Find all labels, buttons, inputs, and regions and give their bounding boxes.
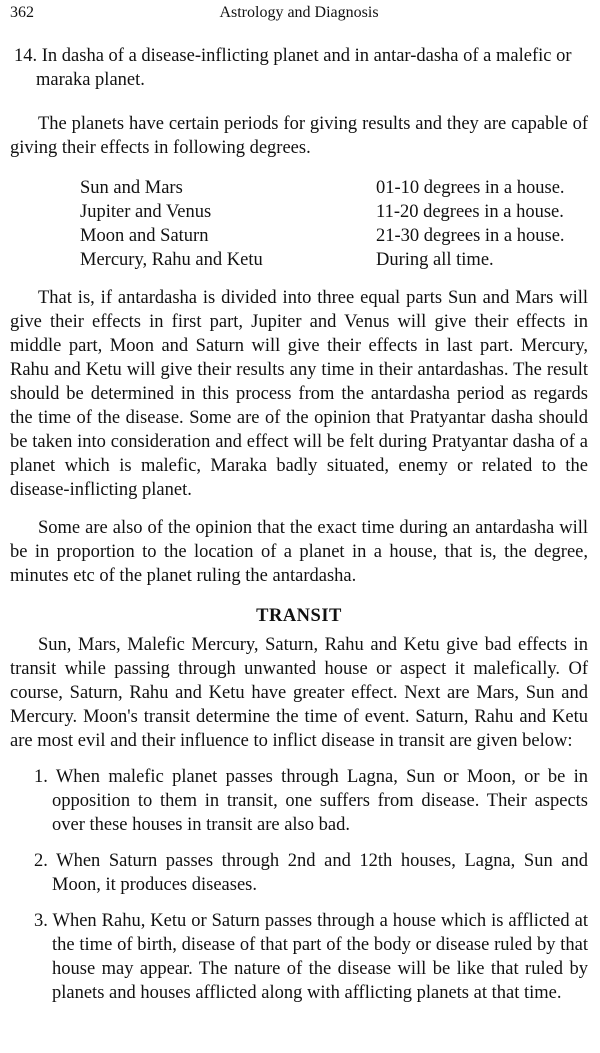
section-heading: TRANSIT: [256, 606, 342, 626]
planets-cell: Moon and Saturn: [80, 226, 209, 246]
planets-cell: Mercury, Rahu and Ketu: [80, 250, 263, 270]
list-item: 2. When Saturn passes through 2nd and 12th houses, Lagna, Sun and Moon, it produces diseases.: [34, 851, 588, 895]
running-title: Astrology and Diagnosis: [219, 4, 379, 21]
period-cell: 11-20 degrees in a house.: [376, 202, 564, 222]
period-cell: 21-30 degrees in a house.: [376, 226, 565, 246]
antardasha-paragraph: That is, if antardasha is divided into three equal parts Sun and Mars will give their effects in first part, Jupiter and Venus will give their effects in middle part, Moon and Saturn will give their effects in last part. Mercury, Rahu and Ketu will give their results any time in their antardashas. The result should be determined in this process from the antardasha period as regards the time of the disease. Some are of the opinion that Pratyantar dasha should be taken into consideration and effect will be felt during Pratyantar dasha of a planet which is malefic, Maraka badly situated, enemy or related to the disease-inflicting planet.: [10, 288, 588, 500]
book-page: [10, 0, 588, 1005]
table-row: [80, 248, 565, 272]
page-number: 362: [10, 4, 34, 21]
transit-list: [10, 765, 588, 1005]
planets-cell: Jupiter and Venus: [80, 202, 212, 222]
planets-cell: Sun and Mars: [80, 178, 183, 198]
degree-table: [80, 176, 565, 272]
table-row: [80, 200, 565, 224]
table-row: [80, 224, 565, 248]
list-item: 1. When malefic planet passes through Lagna, Sun or Moon, or be in opposition to them in transit, one suffers from disease. Their aspects over these houses in transit are also bad.: [34, 767, 588, 835]
table-row: [80, 176, 565, 200]
list-item-14: 14. In dasha of a disease-inflicting planet and in antar-dasha of a malefic or maraka planet.: [14, 46, 572, 90]
proportion-paragraph: Some are also of the opinion that the exact time during an antardasha will be in proportion to the location of a planet in a house, that is, the degree, minutes etc of the planet ruling the antardasha.: [10, 518, 588, 586]
transit-paragraph: Sun, Mars, Malefic Mercury, Saturn, Rahu and Ketu give bad effects in transit while passing through unwanted house or aspect it malefically. Of course, Saturn, Rahu and Ketu have greater effect. Next are Mars, Sun and Mercury. Moon's transit determine the time of event. Saturn, Rahu and Ketu are most evil and their influence to inflict disease in transit are given below:: [10, 635, 588, 751]
period-cell: 01-10 degrees in a house.: [376, 178, 565, 198]
intro-paragraph: The planets have certain periods for giving results and they are capable of giving their effects in following degrees.: [10, 114, 588, 158]
period-cell: During all time.: [376, 250, 494, 270]
page-header: [10, 0, 588, 26]
list-item: 3. When Rahu, Ketu or Saturn passes through a house which is afflicted at the time of birth, disease of that part of the body or disease ruled by that house may appear. The nature of the disease will be like that ruled by planets and houses afflicted along with afflicting planets at that time.: [34, 911, 588, 1003]
